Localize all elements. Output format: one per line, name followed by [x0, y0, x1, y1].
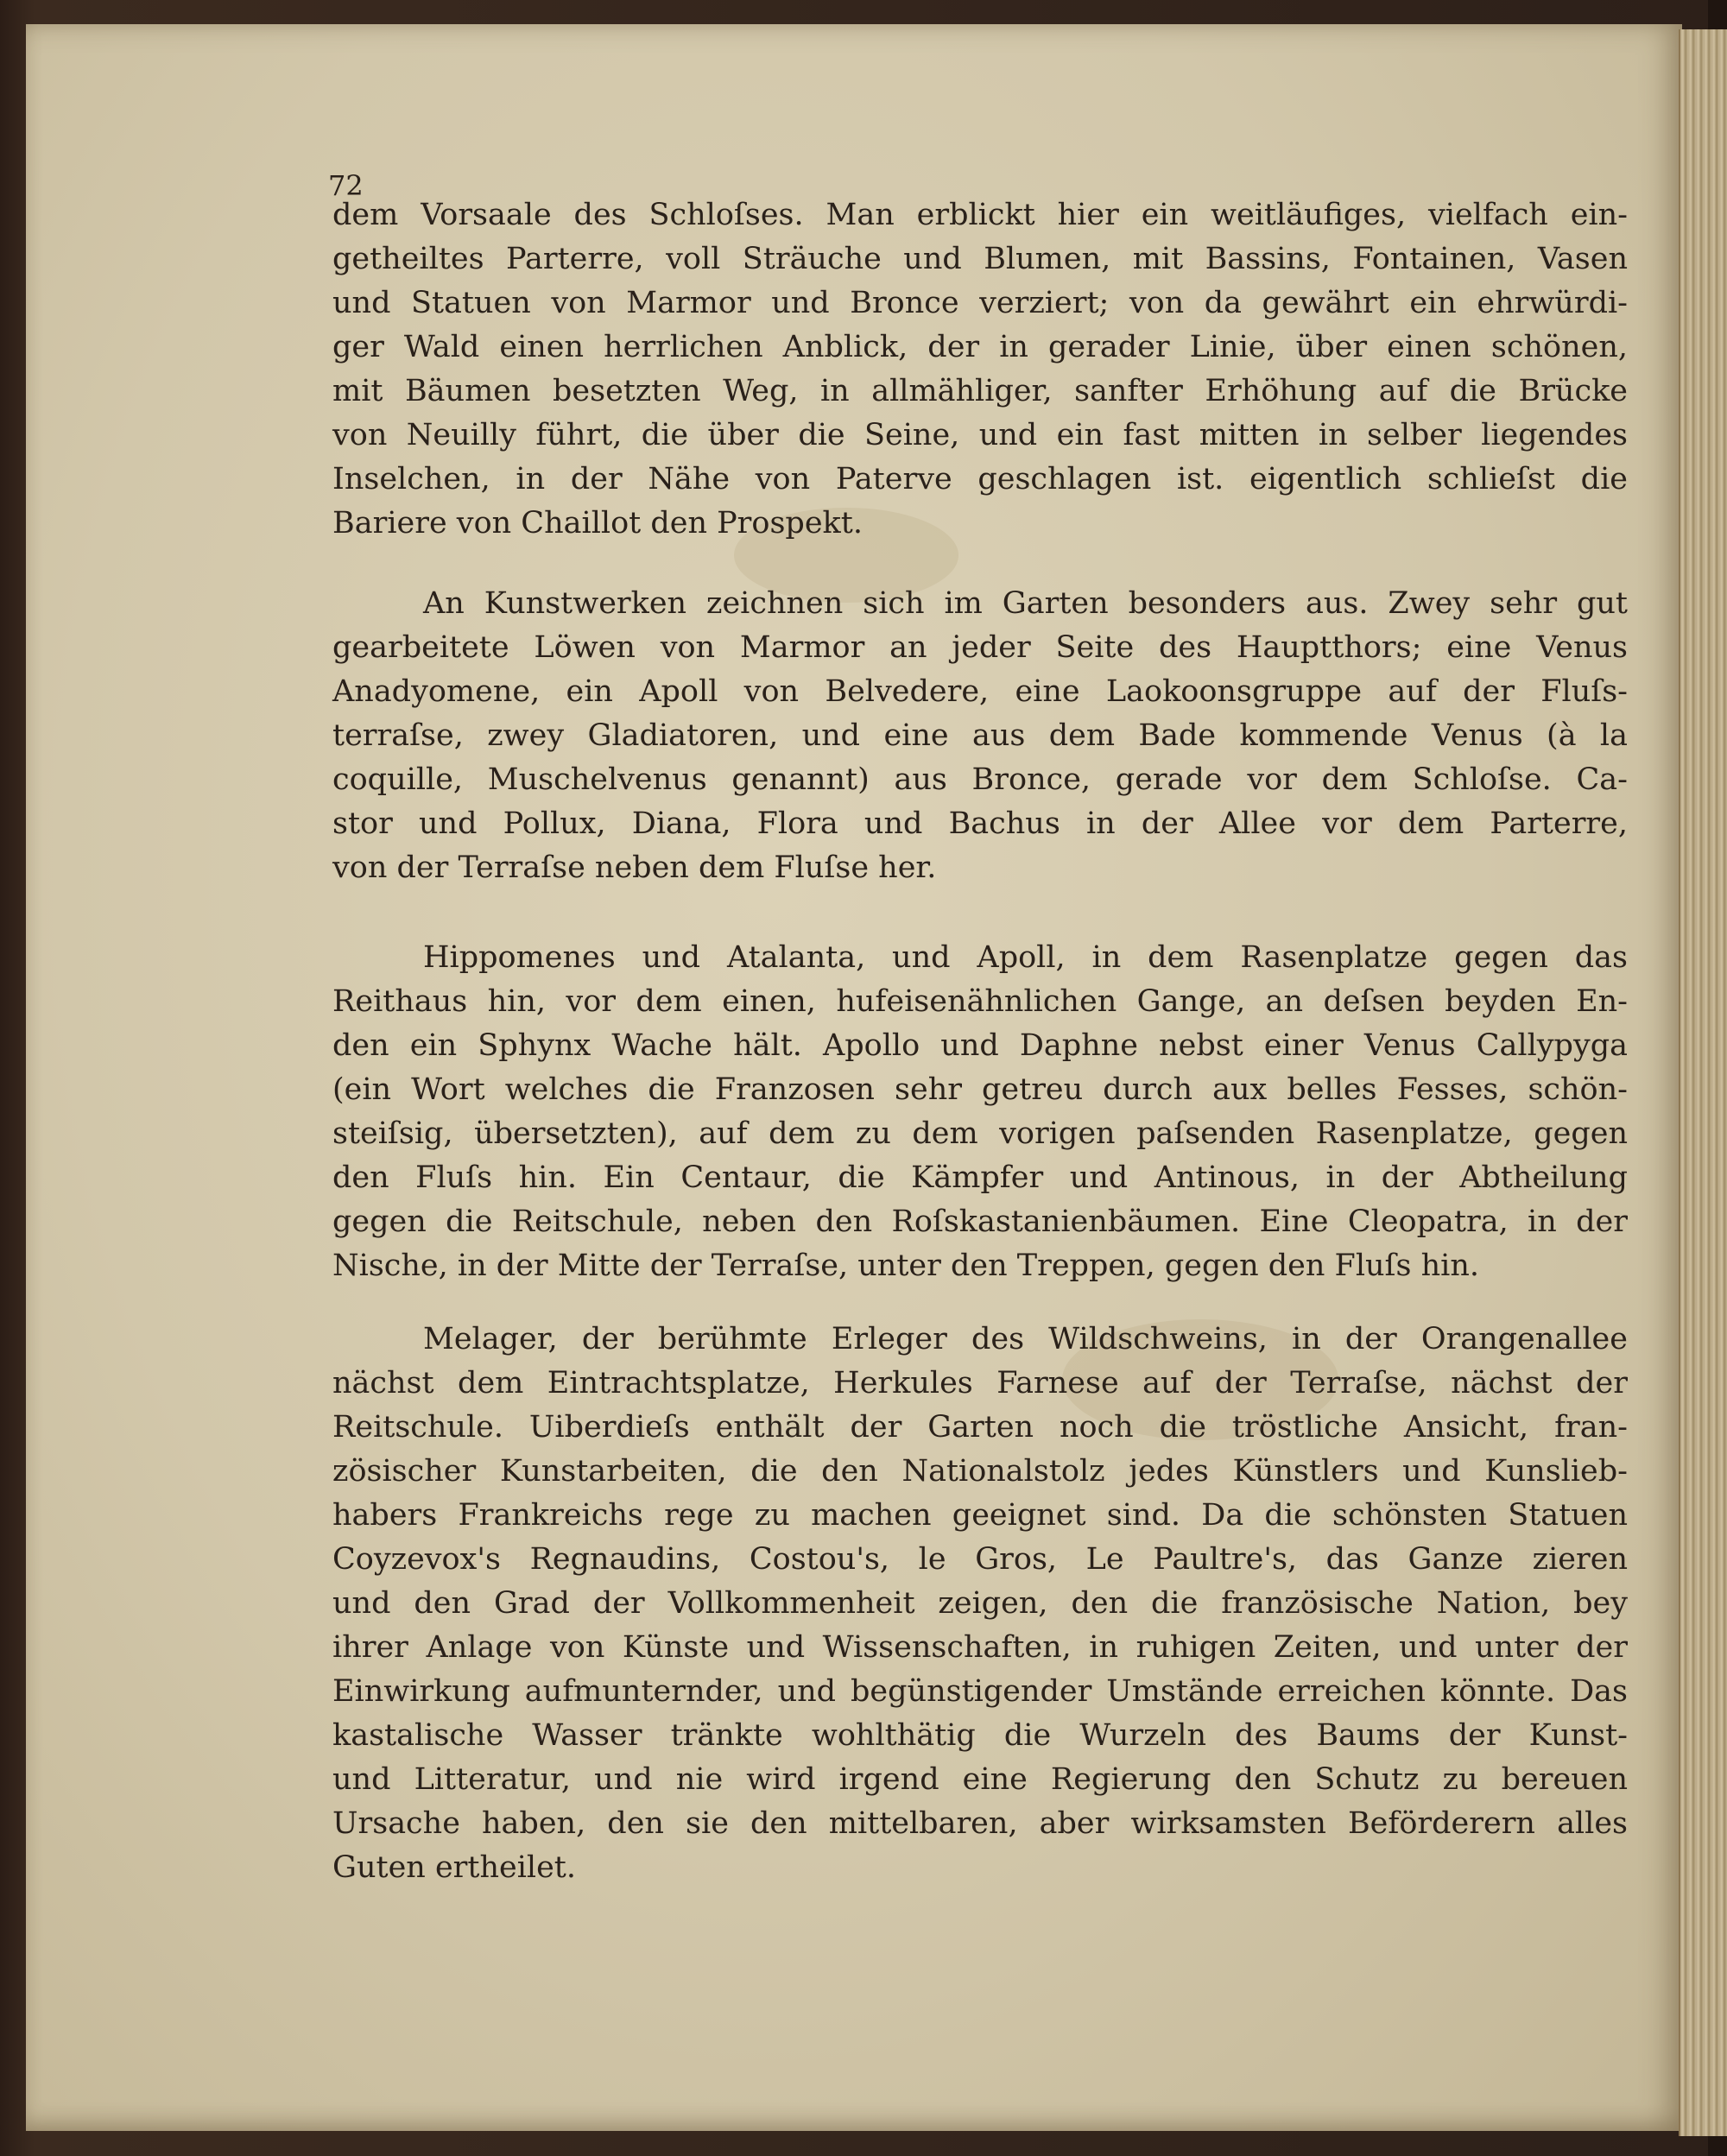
text-line: Einwirkung aufmunternder, und begünstigender Umstände erreichen könnte. Das [332, 1674, 1628, 1709]
page-number: 72 [328, 169, 364, 202]
text-line: und Litteratur, und nie wird irgend eine Regierung den Schutz zu bereuen [332, 1762, 1628, 1797]
text-line: Reitschule. Uiberdieſs enthält der Garten noch die tröstliche Ansicht, fran- [332, 1410, 1628, 1445]
text-line: ihrer Anlage von Künste und Wissenschaften, in ruhigen Zeiten, und unter der [332, 1630, 1628, 1665]
text-line: und Statuen von Marmor und Bronce verziert; von da gewährt ein ehrwürdi- [332, 286, 1628, 320]
text-line: Melager, der berühmte Erleger des Wildschweins, in der Orangenallee [423, 1322, 1628, 1356]
text-line: ger Wald einen herrlichen Anblick, der in gerader Linie, über einen schönen, [332, 330, 1628, 364]
text-line: steiſsig, übersetzten), auf dem zu dem vorigen paſsenden Rasenplatze, gegen [332, 1116, 1628, 1151]
paragraph-1 [332, 193, 1628, 546]
text-line: gearbeitete Löwen von Marmor an jeder Seite des Hauptthors; eine Venus [332, 630, 1628, 665]
text-line: Anadyomene, ein Apoll von Belvedere, eine Laokoonsgruppe auf der Fluſs- [332, 674, 1628, 709]
text-line: coquille, Muschelvenus genannt) aus Bronce, gerade vor dem Schloſse. Ca- [332, 762, 1628, 797]
paragraph-2 [332, 582, 1628, 890]
paragraph-3 [332, 936, 1628, 1288]
text-line: (ein Wort welches die Franzosen sehr getreu durch aux belles Fesses, schön- [332, 1072, 1628, 1107]
text-line: zösischer Kunstarbeiten, die den Nationalstolz jedes Künstlers und Kunslieb- [332, 1454, 1628, 1489]
text-line: An Kunstwerken zeichnen sich im Garten besonders aus. Zwey sehr gut [423, 586, 1628, 621]
text-line: terraſse, zwey Gladiatoren, und eine aus dem Bade kommende Venus (à la [332, 718, 1628, 753]
text-line: nächst dem Eintrachtsplatze, Herkules Farnese auf der Terraſse, nächst der [332, 1366, 1628, 1400]
text-line: Coyzevox's Regnaudins, Costou's, le Gros, Le Paultre's, das Ganze zieren [332, 1542, 1628, 1577]
text-line: mit Bäumen besetzten Weg, in allmähliger, sanfter Erhöhung auf die Brücke [332, 374, 1628, 408]
text-line: den ein Sphynx Wache hält. Apollo und Daphne nebst einer Venus Callypyga [332, 1028, 1628, 1063]
page-edges [1679, 29, 1727, 2136]
text-line: von der Terraſse neben dem Fluſse her. [332, 850, 937, 885]
text-line: von Neuilly führt, die über die Seine, und ein fast mitten in selber liegendes [332, 418, 1628, 452]
text-line: gegen die Reitschule, neben den Roſskastanienbäumen. Eine Cleopatra, in der [332, 1204, 1628, 1239]
text-line: Bariere von Chaillot den Prospekt. [332, 506, 863, 541]
text-line: Inselchen, in der Nähe von Paterve geschlagen ist. eigentlich schlieſst die [332, 462, 1628, 496]
text-line: Ursache haben, den sie den mittelbaren, aber wirksamsten Beförderern alles [332, 1806, 1628, 1841]
text-line: Guten ertheilet. [332, 1850, 576, 1885]
text-line: getheiltes Parterre, voll Sträuche und Blumen, mit Bassins, Fontainen, Vasen [332, 242, 1628, 276]
text-line: Nische, in der Mitte der Terraſse, unter den Treppen, gegen den Fluſs hin. [332, 1249, 1480, 1283]
text-line: den Fluſs hin. Ein Centaur, die Kämpfer und Antinous, in der Abtheilung [332, 1160, 1628, 1195]
text-line: Reithaus hin, vor dem einen, hufeisenähnlichen Gange, an deſsen beyden En- [332, 984, 1628, 1019]
text-line: dem Vorsaale des Schloſses. Man erblickt hier ein weitläufiges, vielfach ein- [332, 198, 1628, 232]
text-line: und den Grad der Vollkommenheit zeigen, den die französische Nation, bey [332, 1586, 1628, 1621]
paragraph-4 [332, 1318, 1628, 1890]
text-line: kastalische Wasser tränkte wohlthätig die Wurzeln des Baums der Kunst- [332, 1718, 1628, 1753]
text-line: Hippomenes und Atalanta, und Apoll, in dem Rasenplatze gegen das [423, 940, 1628, 975]
text-line: habers Frankreichs rege zu machen geeignet sind. Da die schönsten Statuen [332, 1498, 1628, 1533]
text-line: stor und Pollux, Diana, Flora und Bachus in der Allee vor dem Parterre, [332, 806, 1628, 841]
